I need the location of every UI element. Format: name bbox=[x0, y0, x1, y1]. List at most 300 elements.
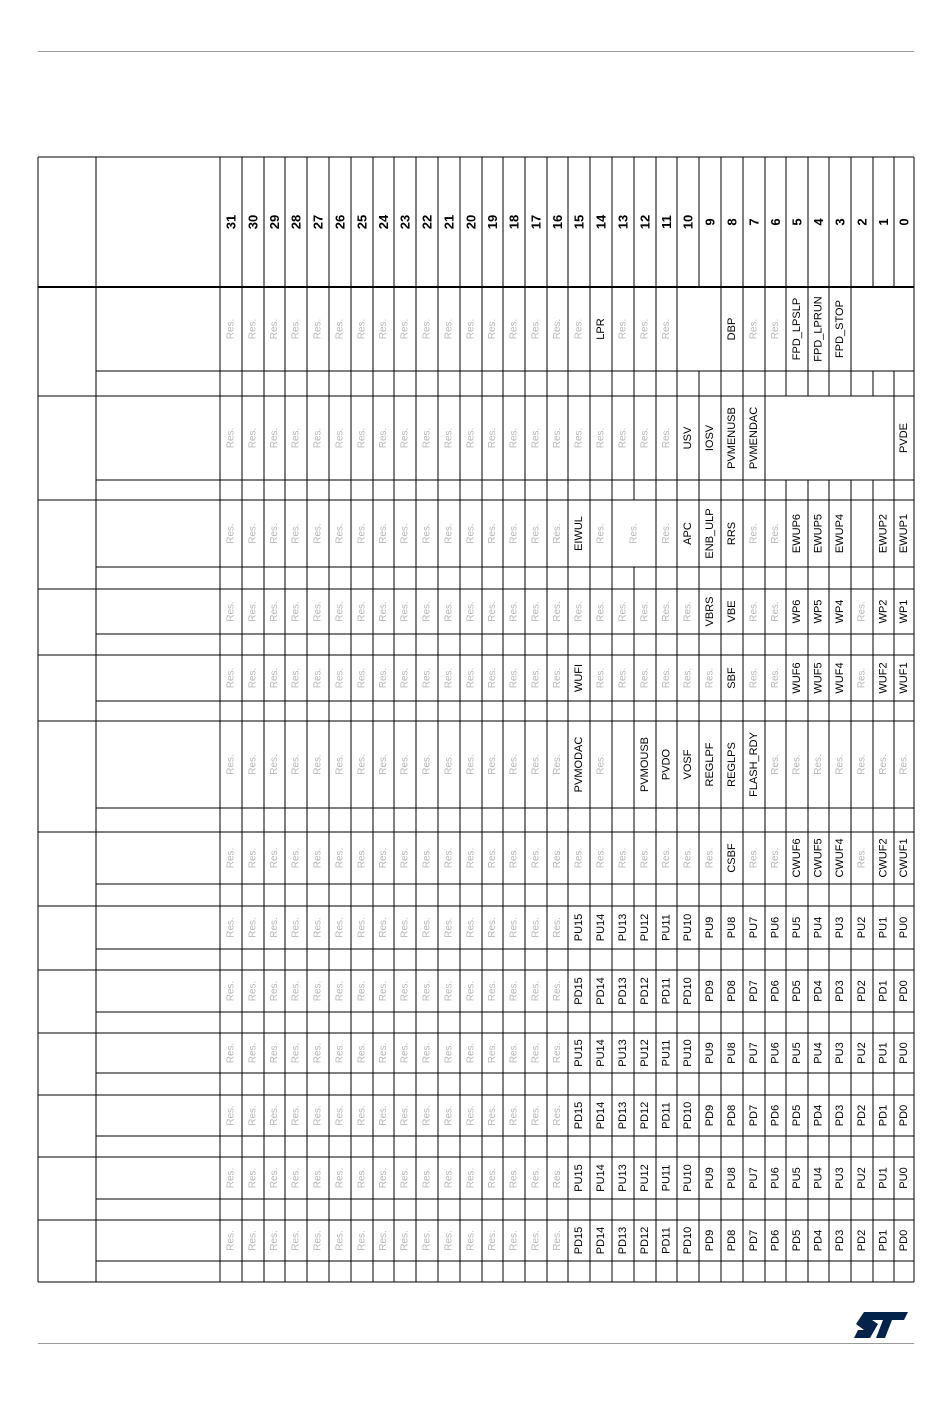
reserved-label: Res. bbox=[421, 1042, 433, 1064]
reserved-label: Res. bbox=[573, 427, 585, 449]
reserved-label: Res. bbox=[399, 917, 411, 938]
bit-number: 4 bbox=[811, 218, 826, 226]
reserved-label: Res. bbox=[487, 754, 498, 775]
field-label: FPD_LPSLP bbox=[791, 297, 803, 361]
field-label: VOSF bbox=[682, 749, 694, 780]
reserved-label: Res. bbox=[225, 754, 237, 775]
reserved-label: Res. bbox=[356, 427, 368, 449]
field-label: REGLPS bbox=[726, 742, 738, 787]
reserved-label: Res. bbox=[487, 667, 498, 689]
reserved-label: Res. bbox=[356, 1105, 368, 1126]
field-label: PD9 bbox=[704, 1104, 716, 1127]
field-label: PD7 bbox=[748, 1229, 760, 1252]
reserved-label: Res. bbox=[443, 318, 455, 340]
reserved-label: Res. bbox=[334, 667, 346, 689]
field-label: PU0 bbox=[898, 1042, 910, 1064]
field-label: PU10 bbox=[682, 1164, 694, 1192]
reserved-label: Res. bbox=[595, 523, 607, 544]
reserved-label: Res. bbox=[356, 318, 368, 340]
field-label: PD9 bbox=[704, 1229, 716, 1252]
field-label: PU7 bbox=[748, 916, 760, 939]
reserved-label: Res. bbox=[290, 917, 302, 938]
bit-number: 7 bbox=[746, 218, 762, 226]
reserved-label: Res. bbox=[552, 1230, 563, 1251]
field-label: WUF1 bbox=[898, 662, 910, 694]
field-label: PU0 bbox=[898, 1167, 910, 1189]
reserved-label: Res. bbox=[225, 667, 237, 689]
field-label: VBE bbox=[726, 600, 738, 623]
reserved-label: Res. bbox=[748, 318, 760, 340]
field-label: FPD_LPRUN bbox=[812, 296, 825, 362]
reserved-label: Res. bbox=[530, 1105, 542, 1126]
field-label: PU3 bbox=[834, 916, 846, 939]
bit-number: 0 bbox=[896, 218, 912, 226]
field-label: PD6 bbox=[769, 980, 782, 1002]
reserved-label: Res. bbox=[487, 523, 498, 544]
reserved-label: Res. bbox=[443, 917, 455, 938]
reserved-label: Res. bbox=[639, 318, 651, 340]
reserved-label: Res. bbox=[356, 1230, 368, 1251]
reserved-label: Res. bbox=[595, 847, 607, 869]
reserved-label: Res. bbox=[465, 980, 477, 1002]
reserved-label: Res. bbox=[334, 601, 346, 622]
reserved-label: Res. bbox=[378, 917, 389, 938]
reserved-label: Res. bbox=[269, 917, 280, 938]
field-label: PU12 bbox=[639, 913, 651, 942]
reserved-label: Res. bbox=[856, 601, 868, 622]
reserved-label: Res. bbox=[487, 1105, 498, 1126]
field-label: EWUP5 bbox=[812, 513, 825, 554]
reserved-label: Res. bbox=[770, 667, 781, 689]
field-label: PD3 bbox=[834, 1229, 846, 1252]
reserved-label: Res. bbox=[334, 1167, 346, 1189]
field-label: PD14 bbox=[595, 1101, 607, 1130]
reserved-label: Res. bbox=[508, 523, 520, 544]
reserved-label: Res. bbox=[247, 1042, 259, 1064]
field-label: PD4 bbox=[812, 1229, 825, 1252]
reserved-label: Res. bbox=[312, 917, 324, 938]
reserved-label: Res. bbox=[530, 754, 542, 775]
reserved-label: Res. bbox=[290, 1230, 302, 1251]
bit-number: 24 bbox=[376, 214, 391, 230]
field-label: SBF bbox=[726, 667, 738, 689]
field-label: PU15 bbox=[573, 1164, 585, 1192]
field-label: PD6 bbox=[769, 1104, 782, 1127]
reserved-label: Res. bbox=[312, 523, 324, 544]
reserved-label: Res. bbox=[247, 1230, 259, 1251]
reserved-label: Res. bbox=[661, 667, 672, 689]
reserved-label: Res. bbox=[225, 1105, 237, 1126]
reserved-label: Res. bbox=[508, 847, 520, 869]
reserved-label: Res. bbox=[748, 523, 760, 544]
field-label: PD15 bbox=[573, 1226, 585, 1255]
reserved-label: Res. bbox=[530, 318, 542, 340]
bit-number: 3 bbox=[832, 218, 848, 226]
reserved-label: Res. bbox=[334, 1042, 346, 1064]
bit-number: 10 bbox=[680, 214, 696, 230]
field-label: PU15 bbox=[573, 913, 585, 942]
reserved-label: Res. bbox=[443, 847, 455, 869]
reserved-label: Res. bbox=[312, 1230, 324, 1251]
field-label: PD4 bbox=[812, 1104, 825, 1127]
field-label: PD5 bbox=[791, 1104, 803, 1127]
reserved-label: Res. bbox=[269, 754, 280, 775]
reserved-label: Res. bbox=[465, 601, 477, 622]
bit-number: 18 bbox=[506, 214, 522, 230]
reserved-label: Res. bbox=[487, 1042, 498, 1064]
reserved-label: Res. bbox=[290, 523, 302, 544]
field-label: PU10 bbox=[682, 1039, 694, 1067]
field-label: PD0 bbox=[898, 1229, 910, 1252]
reserved-label: Res. bbox=[334, 1105, 346, 1126]
field-label: PD6 bbox=[769, 1229, 782, 1252]
reserved-label: Res. bbox=[247, 318, 259, 340]
bit-number: 23 bbox=[397, 214, 413, 230]
reserved-label: Res. bbox=[378, 1042, 389, 1064]
bit-number: 25 bbox=[354, 214, 370, 230]
field-label: PD1 bbox=[877, 980, 890, 1002]
reserved-label: Res. bbox=[290, 980, 302, 1002]
bit-number: 11 bbox=[659, 215, 674, 229]
reserved-label: Res. bbox=[552, 318, 563, 340]
field-label: PU2 bbox=[856, 1042, 868, 1064]
reserved-label: Res. bbox=[595, 601, 607, 622]
field-label: PD8 bbox=[726, 980, 738, 1002]
reserved-label: Res. bbox=[487, 847, 498, 869]
field-label: PU15 bbox=[573, 1039, 585, 1067]
field-label: PD0 bbox=[898, 980, 910, 1002]
reserved-label: Res. bbox=[399, 847, 411, 869]
reserved-label: Res. bbox=[552, 523, 563, 544]
field-label: PU5 bbox=[791, 1042, 803, 1064]
reserved-label: Res. bbox=[443, 1105, 455, 1126]
reserved-label: Res. bbox=[356, 523, 368, 544]
reserved-label: Res. bbox=[334, 523, 346, 544]
reserved-label: Res. bbox=[661, 427, 672, 449]
bit-number: 19 bbox=[485, 214, 500, 230]
reserved-label: Res. bbox=[312, 1042, 324, 1064]
reserved-label: Res. bbox=[421, 1167, 433, 1189]
reserved-label: Res. bbox=[552, 427, 563, 449]
field-label: PVDE bbox=[898, 423, 910, 453]
field-label: EWUP4 bbox=[834, 513, 846, 554]
reserved-label: Res. bbox=[269, 980, 280, 1002]
field-label: PD1 bbox=[877, 1229, 890, 1252]
reserved-label: Res. bbox=[552, 917, 563, 938]
reserved-label: Res. bbox=[421, 1230, 433, 1251]
reserved-label: Res. bbox=[573, 318, 585, 340]
bit-number: 6 bbox=[768, 218, 783, 226]
field-label: EWUP2 bbox=[877, 513, 890, 554]
field-label: PU4 bbox=[812, 1167, 825, 1189]
reserved-label: Res. bbox=[225, 601, 237, 622]
reserved-label: Res. bbox=[312, 1167, 324, 1189]
reserved-label: Res. bbox=[508, 667, 520, 689]
field-label: PU1 bbox=[877, 1042, 890, 1064]
reserved-label: Res. bbox=[312, 847, 324, 869]
bit-number: 14 bbox=[593, 214, 609, 230]
field-label: PD12 bbox=[639, 977, 651, 1005]
reserved-label: Res. bbox=[443, 1042, 455, 1064]
reserved-label: Res. bbox=[312, 1105, 324, 1126]
reserved-label: Res. bbox=[334, 427, 346, 449]
field-label: PU3 bbox=[834, 1167, 846, 1189]
reserved-label: Res. bbox=[378, 318, 389, 340]
reserved-label: Res. bbox=[269, 1230, 280, 1251]
reserved-label: Res. bbox=[508, 1167, 520, 1189]
field-label: EIWUL bbox=[573, 516, 585, 551]
field-label: WP4 bbox=[834, 599, 846, 624]
field-label: PU1 bbox=[877, 916, 890, 939]
field-label: PD15 bbox=[573, 977, 585, 1005]
reserved-label: Res. bbox=[443, 667, 455, 689]
bit-number: 31 bbox=[223, 214, 239, 230]
reserved-label: Res. bbox=[225, 917, 237, 938]
field-label: PU6 bbox=[769, 916, 782, 939]
field-label: WP6 bbox=[791, 599, 803, 624]
field-label: PU5 bbox=[791, 916, 803, 939]
field-label: WP1 bbox=[898, 599, 910, 624]
field-label: CWUF6 bbox=[791, 838, 803, 878]
bit-number: 28 bbox=[288, 214, 304, 230]
field-label: PU8 bbox=[726, 1042, 738, 1064]
reserved-label: Res. bbox=[378, 1105, 389, 1126]
field-label: USV bbox=[682, 426, 694, 450]
field-label: PU7 bbox=[748, 1042, 760, 1064]
field-label: PU6 bbox=[769, 1042, 782, 1064]
field-label: PD9 bbox=[704, 980, 716, 1002]
reserved-label: Res. bbox=[487, 1167, 498, 1189]
field-label: PD10 bbox=[682, 1101, 694, 1130]
field-label: PD10 bbox=[682, 977, 694, 1005]
reserved-label: Res. bbox=[628, 523, 640, 544]
reserved-label: Res. bbox=[247, 917, 259, 938]
reserved-label: Res. bbox=[356, 1042, 368, 1064]
reserved-label: Res. bbox=[856, 754, 868, 775]
reserved-label: Res. bbox=[530, 1042, 542, 1064]
reserved-label: Res. bbox=[508, 318, 520, 340]
field-label: PU5 bbox=[791, 1167, 803, 1189]
reserved-label: Res. bbox=[378, 427, 389, 449]
field-label: PVMENUSB bbox=[726, 407, 738, 469]
reserved-label: Res. bbox=[399, 667, 411, 689]
reserved-label: Res. bbox=[704, 847, 716, 869]
field-label: PD2 bbox=[856, 980, 868, 1002]
reserved-label: Res. bbox=[269, 847, 280, 869]
field-label: PD7 bbox=[748, 980, 760, 1002]
bit-number: 27 bbox=[310, 214, 326, 230]
field-label: PU1 bbox=[877, 1167, 890, 1189]
reserved-label: Res. bbox=[290, 667, 302, 689]
reserved-label: Res. bbox=[356, 667, 368, 689]
reserved-label: Res. bbox=[530, 1167, 542, 1189]
field-label: PD13 bbox=[617, 977, 629, 1005]
reserved-label: Res. bbox=[661, 847, 672, 869]
reserved-label: Res. bbox=[878, 754, 889, 775]
reserved-label: Res. bbox=[487, 980, 498, 1002]
field-label: PD12 bbox=[639, 1101, 651, 1130]
reserved-label: Res. bbox=[487, 1230, 498, 1251]
bit-number: 2 bbox=[854, 218, 870, 226]
reserved-label: Res. bbox=[247, 427, 259, 449]
reserved-label: Res. bbox=[399, 1167, 411, 1189]
reserved-label: Res. bbox=[399, 523, 411, 544]
reserved-label: Res. bbox=[748, 847, 760, 869]
field-label: WUF4 bbox=[834, 662, 846, 694]
reserved-label: Res. bbox=[247, 523, 259, 544]
reserved-label: Res. bbox=[552, 980, 563, 1002]
reserved-label: Res. bbox=[552, 667, 563, 689]
reserved-label: Res. bbox=[421, 1105, 433, 1126]
reserved-label: Res. bbox=[639, 667, 651, 689]
reserved-label: Res. bbox=[487, 427, 498, 449]
reserved-label: Res. bbox=[290, 1105, 302, 1126]
reserved-label: Res. bbox=[748, 601, 760, 622]
reserved-label: Res. bbox=[682, 667, 694, 689]
field-label: PD7 bbox=[748, 1104, 760, 1127]
reserved-label: Res. bbox=[465, 667, 477, 689]
reserved-label: Res. bbox=[421, 318, 433, 340]
field-label: PU12 bbox=[639, 1039, 651, 1067]
field-label: PD10 bbox=[682, 1226, 694, 1255]
bit-number: 29 bbox=[267, 214, 282, 230]
st-logo bbox=[852, 1310, 910, 1340]
reserved-label: Res. bbox=[269, 427, 280, 449]
field-label: PD2 bbox=[856, 1104, 868, 1127]
bit-number: 16 bbox=[550, 214, 565, 230]
reserved-label: Res. bbox=[443, 980, 455, 1002]
reserved-label: Res. bbox=[247, 667, 259, 689]
reserved-label: Res. bbox=[312, 318, 324, 340]
reserved-label: Res. bbox=[269, 1042, 280, 1064]
reserved-label: Res. bbox=[508, 917, 520, 938]
field-label: LPR bbox=[595, 318, 607, 340]
field-label: PU7 bbox=[748, 1167, 760, 1189]
reserved-label: Res. bbox=[399, 601, 411, 622]
reserved-label: Res. bbox=[334, 754, 346, 775]
reserved-label: Res. bbox=[356, 847, 368, 869]
reserved-label: Res. bbox=[399, 980, 411, 1002]
bit-number: 5 bbox=[789, 218, 805, 226]
reserved-label: Res. bbox=[508, 1230, 520, 1251]
reserved-label: Res. bbox=[443, 1230, 455, 1251]
reserved-label: Res. bbox=[552, 1042, 563, 1064]
field-label: PD1 bbox=[877, 1104, 890, 1127]
reserved-label: Res. bbox=[552, 601, 563, 622]
field-label: PU0 bbox=[898, 916, 910, 939]
reserved-label: Res. bbox=[770, 318, 781, 340]
reserved-label: Res. bbox=[421, 523, 433, 544]
reserved-label: Res. bbox=[898, 754, 910, 775]
reserved-label: Res. bbox=[661, 601, 672, 622]
reserved-label: Res. bbox=[225, 847, 237, 869]
reserved-label: Res. bbox=[421, 427, 433, 449]
reserved-label: Res. bbox=[399, 1230, 411, 1251]
reserved-label: Res. bbox=[617, 847, 629, 869]
reserved-label: Res. bbox=[465, 523, 477, 544]
field-label: PU3 bbox=[834, 1042, 846, 1064]
reserved-label: Res. bbox=[552, 1167, 563, 1189]
field-label: PD4 bbox=[812, 980, 825, 1002]
field-label: EWUP6 bbox=[791, 513, 803, 554]
field-label: FLASH_RDY bbox=[748, 732, 760, 797]
reserved-label: Res. bbox=[269, 318, 280, 340]
field-label: PD11 bbox=[660, 1102, 673, 1129]
reserved-label: Res. bbox=[682, 847, 694, 869]
reserved-label: Res. bbox=[290, 601, 302, 622]
field-label: PU10 bbox=[682, 913, 694, 942]
bit-number: 13 bbox=[615, 214, 631, 230]
reserved-label: Res. bbox=[530, 667, 542, 689]
field-label: CWUF1 bbox=[898, 838, 910, 878]
reserved-label: Res. bbox=[290, 318, 302, 340]
reserved-label: Res. bbox=[312, 427, 324, 449]
reserved-label: Res. bbox=[770, 523, 781, 544]
reserved-label: Res. bbox=[225, 427, 237, 449]
bit-number: 9 bbox=[702, 218, 718, 226]
field-label: CSBF bbox=[726, 843, 738, 873]
reserved-label: Res. bbox=[356, 917, 368, 938]
st-logo-mark bbox=[854, 1312, 908, 1338]
reserved-label: Res. bbox=[269, 667, 280, 689]
field-label: WUF6 bbox=[791, 662, 803, 694]
reserved-label: Res. bbox=[290, 427, 302, 449]
field-label: PU9 bbox=[704, 1042, 716, 1064]
field-label: PU11 bbox=[660, 1164, 673, 1192]
field-label: CWUF5 bbox=[812, 838, 825, 878]
reserved-label: Res. bbox=[247, 847, 259, 869]
reserved-label: Res. bbox=[508, 427, 520, 449]
reserved-label: Res. bbox=[465, 754, 477, 775]
reserved-label: Res. bbox=[617, 667, 629, 689]
field-label: IOSV bbox=[704, 424, 716, 452]
reserved-label: Res. bbox=[552, 847, 563, 869]
field-label: PD11 bbox=[660, 977, 673, 1005]
reserved-label: Res. bbox=[465, 427, 477, 449]
reserved-label: Res. bbox=[225, 523, 237, 544]
reserved-label: Res. bbox=[378, 980, 389, 1002]
field-label: PU8 bbox=[726, 916, 738, 939]
reserved-label: Res. bbox=[399, 1042, 411, 1064]
reserved-label: Res. bbox=[508, 754, 520, 775]
reserved-label: Res. bbox=[225, 1230, 237, 1251]
reserved-label: Res. bbox=[225, 980, 237, 1002]
field-label: WUF5 bbox=[812, 662, 825, 694]
reserved-label: Res. bbox=[770, 601, 781, 622]
field-label: PD13 bbox=[617, 1226, 629, 1255]
field-label: WUFI bbox=[573, 663, 585, 693]
reserved-label: Res. bbox=[508, 980, 520, 1002]
field-label: PD15 bbox=[573, 1101, 585, 1130]
reserved-label: Res. bbox=[443, 427, 455, 449]
reserved-label: Res. bbox=[247, 601, 259, 622]
reserved-label: Res. bbox=[595, 754, 607, 775]
bit-number: 21 bbox=[441, 214, 457, 230]
reserved-label: Res. bbox=[573, 601, 585, 622]
reserved-label: Res. bbox=[530, 917, 542, 938]
reserved-label: Res. bbox=[465, 847, 477, 869]
field-label: PU11 bbox=[660, 1039, 673, 1067]
reserved-label: Res. bbox=[421, 667, 433, 689]
field-label: PU9 bbox=[704, 1167, 716, 1189]
reserved-label: Res. bbox=[487, 917, 498, 938]
field-label: PU14 bbox=[595, 1039, 607, 1067]
reserved-label: Res. bbox=[399, 754, 411, 775]
reserved-label: Res. bbox=[639, 427, 651, 449]
reserved-label: Res. bbox=[225, 1167, 237, 1189]
reserved-label: Res. bbox=[465, 917, 477, 938]
reserved-label: Res. bbox=[530, 1230, 542, 1251]
